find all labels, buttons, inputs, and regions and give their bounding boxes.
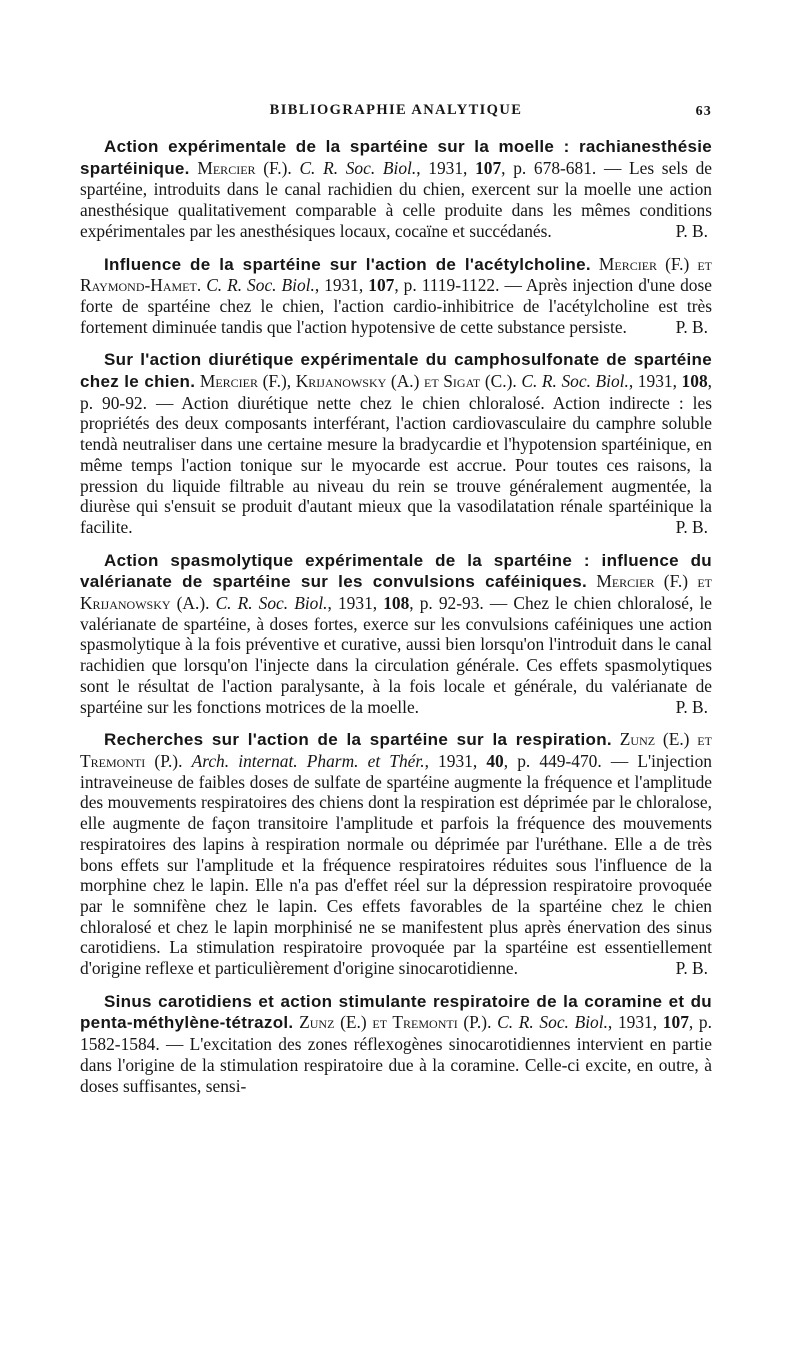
entry-volume: 108 — [383, 593, 410, 614]
entry-title: Sinus carotidiens et action stimulante respiratoire de la coramine et du penta-méthylène-tétrazol. — [80, 991, 712, 1033]
entry-journal: C. R. Soc. Biol. — [497, 1012, 608, 1033]
page — [80, 96, 712, 1108]
entry-year: , 1931, — [314, 275, 364, 296]
bibliography-entry — [80, 991, 712, 1097]
entry-volume: 107 — [662, 1012, 689, 1033]
entry-journal: C. R. Soc. Biol. — [206, 275, 315, 296]
entry-signature: P. B. — [675, 516, 708, 537]
entry-authors: Mercier (F.). — [197, 157, 292, 178]
entry-pages: , p. 449-470. — [503, 750, 602, 771]
entry-authors: Zunz (E.) et Tremonti (P.). — [299, 1012, 492, 1033]
entry-pages: , p. 90-92. — [80, 371, 712, 413]
entry-title: Influence de la spartéine sur l'action de l'acétylcholine. — [104, 254, 591, 274]
page-number: 63 — [695, 104, 712, 119]
entry-authors: Zunz (E.) et Tremonti (P.). — [80, 729, 712, 771]
entry-signature: P. B. — [675, 696, 708, 717]
entry-volume: 108 — [681, 371, 708, 392]
entry-signature: P. B. — [675, 316, 708, 337]
entry-year: , 1931, — [424, 750, 478, 771]
entry-volume: 107 — [475, 157, 502, 178]
bibliography-entry — [80, 550, 712, 718]
entry-title: Action spasmolytique expérimentale de la spartéine : influence du valérianate de spartéine sur les convulsions caféiniques. — [80, 550, 712, 592]
entry-journal: C. R. Soc. Biol. — [521, 371, 629, 392]
entry-volume: 107 — [368, 275, 395, 296]
entry-pages: , p. 678-681. — [501, 157, 597, 178]
bibliography-entry — [80, 729, 712, 978]
entry-journal: C. R. Soc. Biol. — [215, 593, 328, 614]
entry-authors: Mercier (F.) et Krijanowsky (A.). — [80, 571, 712, 614]
running-title: BIBLIOGRAPHIE ANALYTIQUE — [269, 102, 523, 118]
entry-title: Action expérimentale de la spartéine sur la moelle : rachianesthésie spartéinique. — [80, 137, 712, 178]
entry-abstract: — Après injection d'une dose forte de spartéine chez le chien, l'action cardio-inhibitrice de l'acétylcholine est très fortement diminuée tandis que l'action hypotensive de cette substance persiste. — [80, 275, 712, 337]
entry-pages: , p. 1582-1584. — [80, 1012, 712, 1055]
entry-signature: P. B. — [675, 220, 708, 241]
entry-pages: , p. 1119-1122. — [394, 275, 500, 296]
bibliography-entry — [80, 136, 712, 242]
entry-pages: , p. 92-93. — [409, 593, 484, 614]
entry-year: , 1931, — [628, 371, 677, 392]
entry-abstract: — Action diurétique nette chez le chien chloralosé. Action indirecte : les propriétés des deux composants interférant, l'action cardiovasculaire du camphre soluble tendà neutraliser dans une certaine mesure la bradycardie et l'hypotension spartéinique, en même temps l'action tonique sur le myocarde est accrue. Pour toutes ces raisons, la pression du liquide filtrable au niveau du rein se trouve généralement augmentée, la diurèse qui s'ensuit se produit d'autant mieux que la vasodilatation rénale spartéinique la facilite. — [80, 392, 712, 537]
entry-volume: 40 — [486, 750, 504, 771]
entry-abstract: — L'injection intraveineuse de faibles doses de sulfate de spartéine augmente la fréquence et l'amplitude des mouvements respiratoires des chiens dont la respiration est déprimée par le chloralose, elle augmente de façon transitoire l'amplitude et parfois la fréquence des mouvements respiratoires des lapins à respiration normale ou déprimée par l'uréthane. Elle a de très bons effets sur l'amplitude et la fréquence respiratoires réduites sous l'influence de la morphine chez le lapin. Elle n'a pas d'effet réel sur la dépression respiratoire provoquée par le somnifène chez le lapin. Ces effets favorables de la spartéine chez le chien chloralosé et chez le lapin morphinisé ne se manifestent plus après énervation des sinus carotidiens. La stimulation respiratoire provoquée par la spartéine est essentiellement d'origine reflexe et particulièrement d'origine sinocarotidienne. — [80, 750, 712, 979]
entry-title: Recherches sur l'action de la spartéine sur la respiration. — [104, 730, 612, 750]
entry-abstract: — L'excitation des zones réflexogènes sinocarotidiennes intervient en partie dans l'origine de la stimulation respiratoire due à la coramine. Celle-ci excite, en outre, à doses suffisantes, sensi- — [80, 1034, 712, 1096]
entry-authors: Mercier (F.), Krijanowsky (A.) et Sigat (C.). — [199, 371, 517, 392]
bibliography-entry — [80, 254, 712, 338]
entry-authors: Mercier (F.) et Raymond-Hamet. — [80, 253, 712, 296]
running-head — [80, 96, 712, 122]
entry-journal: Arch. internat. Pharm. et Thér. — [191, 750, 425, 771]
entry-abstract: — Les sels de spartéine, introduits dans le canal rachidien du chien, exercent sur la moelle une action anesthésique qualitativement comparable à celle produite dans les mêmes conditions expérimentales par les anesthésiques locaux, cocaïne et succédanés. — [80, 157, 712, 241]
entry-abstract: — Chez le chien chloralosé, le valérianate de spartéine, à doses fortes, exerce sur les convulsions caféiniques une action spasmolytique à la fois préventive et curative, aussi bien lorsqu'on l'introduit dans le canal rachidien que lorsqu'on l'injecte dans la circulation générale. Ces effets spasmolytiques sont le résultat de l'action paralysante, à la fois locale et générale, du valérianate de spartéine sur les fonctions motrices de la moelle. — [80, 593, 712, 717]
entry-journal: C. R. Soc. Biol. — [299, 157, 417, 178]
entry-year: , 1931, — [327, 593, 378, 614]
entry-signature: P. B. — [675, 958, 708, 979]
entry-title: Sur l'action diurétique expérimentale du camphosulfonate de spartéine chez le chien. — [80, 350, 712, 392]
bibliography-entry — [80, 349, 712, 537]
entry-year: , 1931, — [416, 157, 468, 178]
entry-year: , 1931, — [607, 1012, 658, 1033]
